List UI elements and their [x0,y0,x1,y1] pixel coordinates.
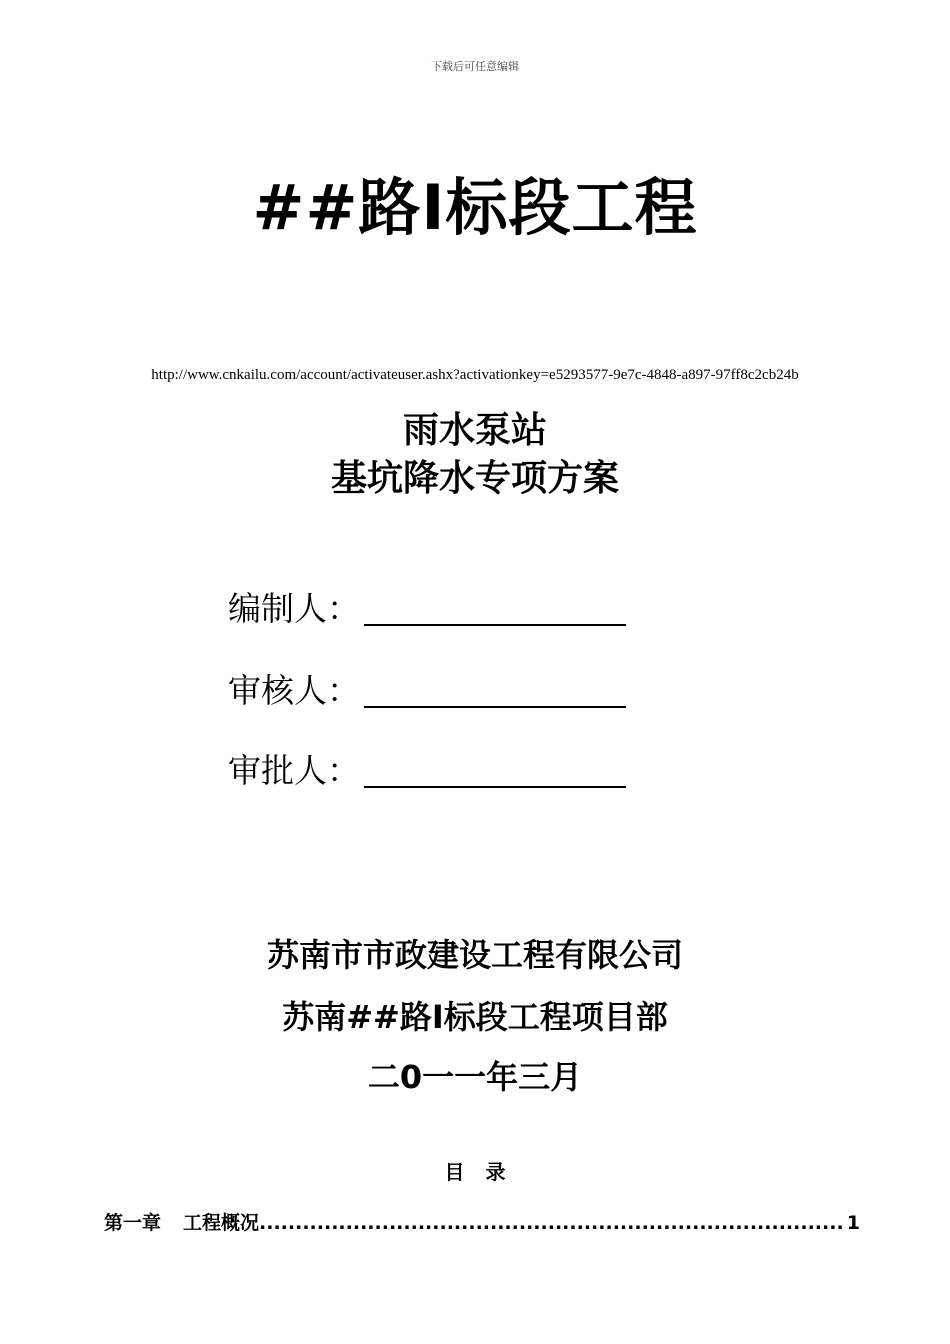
toc-page-number: 1 [846,1212,860,1234]
document-main-title: ##路Ⅰ标段工程 [252,171,698,244]
activation-url: http://www.cnkailu.com/account/activateuser.ashx?activationkey=e5293577-9e7c-4848-a897-97ff8c2cb24b [151,367,799,383]
toc-entry[interactable] [104,1208,860,1235]
document-date: 二0一一年三月 [367,1058,583,1096]
signature-blank-line [364,758,626,788]
toc-chapter-number: 第一章 [104,1212,162,1234]
header-note: 下载后可任意编辑 [431,60,519,73]
signature-row-compiler [228,580,626,630]
signature-label: 审批人： [228,751,360,790]
signature-row-reviewer [228,662,626,712]
signature-row-approver [228,742,626,792]
signature-label: 编制人： [228,589,360,628]
company-name: 苏南市市政建设工程有限公司 [266,936,683,974]
signature-blank-line [364,596,626,626]
subtitle-line-2: 基坑降水专项方案 [330,458,619,499]
project-department: 苏南##路Ⅰ标段工程项目部 [282,998,668,1036]
toc-chapter-title: 工程概况 [183,1212,260,1234]
toc-leader-dots [259,1212,845,1234]
signature-label: 审核人： [228,671,360,710]
toc-title: 目 录 [444,1160,506,1184]
signature-blank-line [364,678,626,708]
subtitle-line-1: 雨水泵站 [402,410,547,451]
